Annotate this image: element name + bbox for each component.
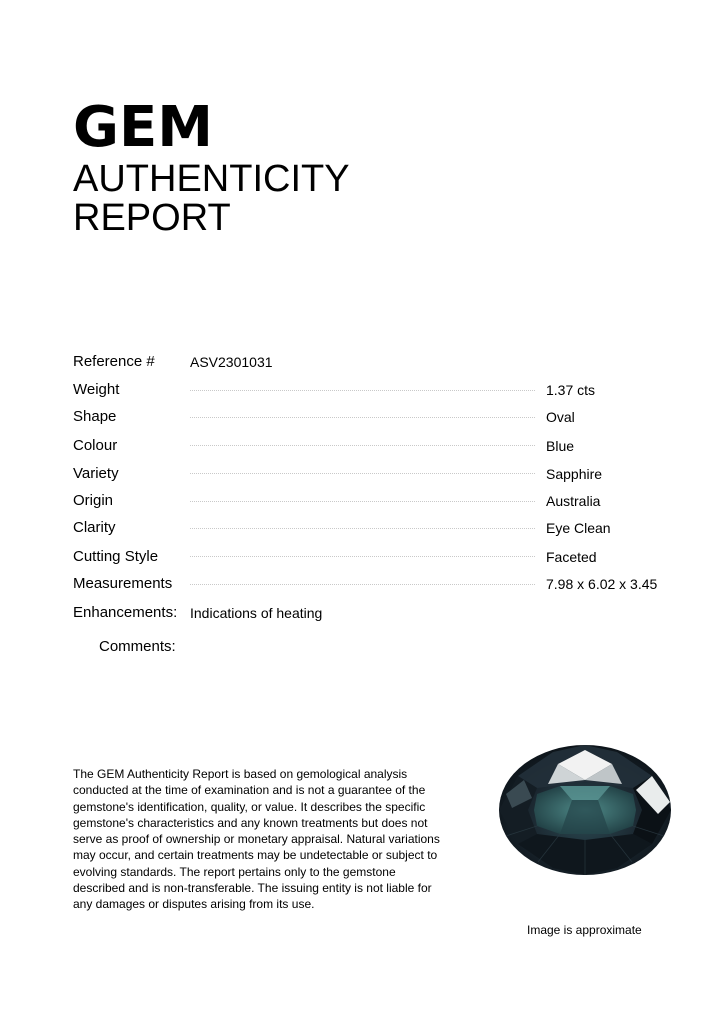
variety-value: Sapphire (546, 466, 603, 482)
reference-label: Reference # (73, 353, 155, 370)
variety-leader-line (190, 473, 535, 474)
enhancements-value: Indications of heating (190, 605, 323, 621)
clarity-label: Clarity (73, 519, 116, 536)
colour-leader-line (190, 445, 535, 446)
report-title (73, 96, 350, 238)
origin-leader-line (190, 501, 535, 502)
origin-value: Australia (546, 493, 601, 509)
measurements-label: Measurements (73, 575, 173, 592)
weight-leader-line (190, 390, 535, 391)
title-gem: GEM (73, 95, 213, 160)
cutting-style-label: Cutting Style (73, 548, 159, 565)
clarity-leader-line (190, 528, 535, 529)
shape-value: Oval (546, 409, 575, 425)
weight-label: Weight (73, 381, 120, 398)
reference-value: ASV2301031 (190, 354, 273, 370)
colour-label: Colour (73, 437, 118, 454)
colour-value: Blue (546, 438, 575, 454)
shape-label: Shape (73, 408, 117, 425)
title-report: REPORT (73, 197, 231, 239)
oval-sapphire-gem-icon (498, 744, 672, 876)
disclaimer-text: The GEM Authenticity Report is based on gemological analysis conducted at the time of examination and is not a guarantee of the gemstone's identification, quality, or value. It describes the specific gemstone's characteristics and any known treatments but does not serve as proof of ownership or monetary appraisal. Natural variations may occur, and certain treatments may be undetectable or subject to evolving standards. The report pertains only to the gemstone described and is non-transferable. The issuing entity is not liable for any damages or disputes arising from its use. (73, 767, 440, 912)
shape-leader-line (190, 417, 535, 418)
cutting-style-leader-line (190, 556, 535, 557)
measurements-value: 7.98 x 6.02 x 3.45 (546, 576, 658, 592)
measurements-leader-line (190, 584, 535, 585)
clarity-value: Eye Clean (546, 520, 611, 536)
variety-label: Variety (73, 465, 119, 482)
image-caption: Image is approximate (527, 923, 642, 937)
cutting-style-value: Faceted (546, 549, 597, 565)
origin-label: Origin (73, 492, 114, 509)
enhancements-label: Enhancements: (73, 604, 178, 621)
title-authenticity: AUTHENTICITY (73, 158, 350, 200)
comments-label: Comments: (99, 638, 176, 655)
weight-value: 1.37 cts (546, 382, 596, 398)
